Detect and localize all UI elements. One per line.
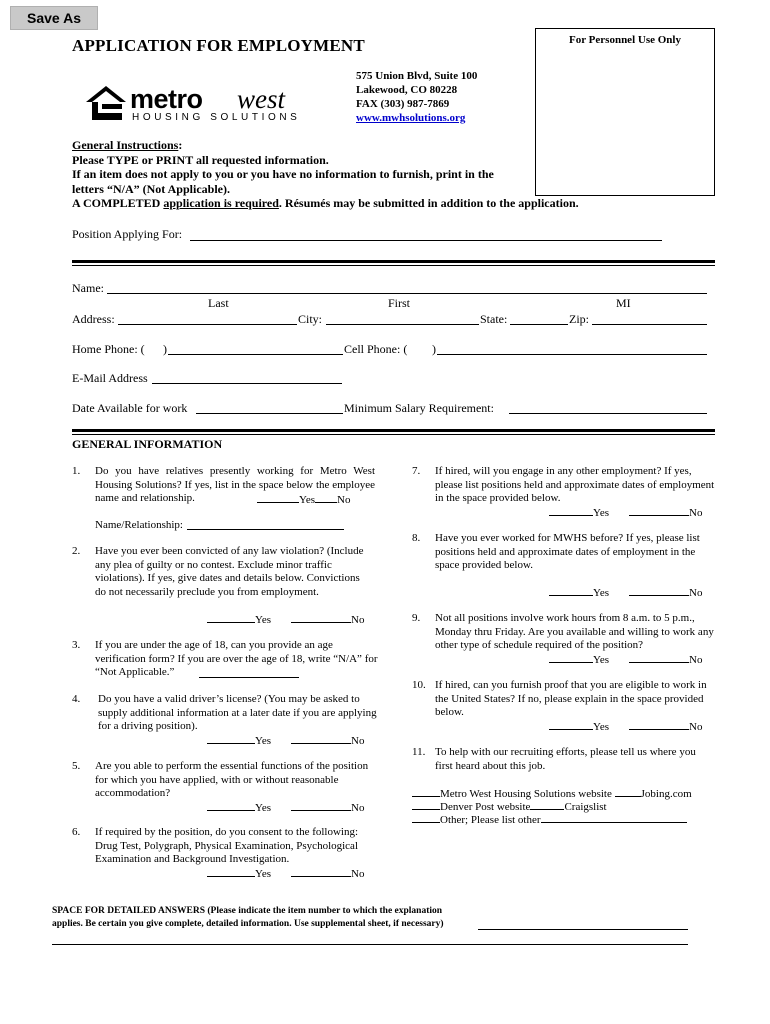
recruiting-option-row — [412, 812, 687, 826]
zip-field[interactable] — [592, 324, 707, 325]
question-number: 11. — [412, 746, 426, 758]
no-label: No — [689, 721, 703, 733]
no-label: No — [689, 507, 703, 519]
state-field[interactable] — [510, 324, 568, 325]
detailed-answer-field[interactable] — [478, 929, 688, 930]
cell-phone-paren: ) — [432, 342, 436, 356]
yes-blank[interactable] — [549, 585, 593, 596]
option-jobing: Jobing.com — [640, 788, 692, 800]
question-5-answer — [207, 800, 364, 814]
section-divider — [72, 429, 715, 432]
instruction-text: . Résumés may be submitted in addition to the application. — [278, 196, 579, 210]
yes-label: Yes — [255, 735, 272, 747]
no-blank[interactable] — [291, 800, 351, 811]
instructions-heading: General Instructions — [72, 138, 179, 152]
question-11-text: To help with our recruiting efforts, please tell us where you first heard about this job. — [435, 746, 696, 772]
option-other: Other; Please list other — [440, 814, 541, 826]
general-instructions: General Instructions: Please TYPE or PRINT all requested information. If an item does not apply to you or you have no information to furnish, print in the letters “N/A” (Not Applicable). A COMPLETED application is required. Résumés may be submitted in addition to the application. — [72, 138, 632, 211]
yes-label: Yes — [593, 721, 610, 733]
yes-label: Yes — [255, 802, 272, 814]
no-blank[interactable] — [629, 505, 689, 516]
option-blank[interactable] — [615, 786, 641, 797]
address-label: Address: — [72, 312, 115, 326]
name-relationship-label: Name/Relationship: — [95, 519, 183, 531]
position-label: Position Applying For: — [72, 227, 183, 241]
question-2-answer — [207, 612, 364, 626]
website-link[interactable]: www.mwhsolutions.org — [356, 112, 466, 124]
no-blank[interactable] — [629, 719, 689, 730]
question-number: 2. — [72, 545, 81, 557]
no-label: No — [351, 614, 365, 626]
instruction-line — [72, 196, 632, 211]
section-divider — [72, 434, 715, 435]
general-info-heading: GENERAL INFORMATION — [72, 437, 223, 451]
question-4-text: Do you have a valid driver’s license? (You may be asked to supply additional information at a later date if you are applying for a driving position). — [98, 693, 377, 732]
instruction-text-underlined: application is required — [163, 196, 279, 210]
logo-west-text: west — [237, 84, 286, 114]
yes-blank[interactable] — [549, 505, 593, 516]
no-blank[interactable] — [629, 652, 689, 663]
home-phone-field[interactable] — [168, 354, 343, 355]
yes-blank[interactable] — [257, 492, 299, 503]
email-label: E-Mail Address — [72, 371, 148, 385]
yes-blank[interactable] — [207, 866, 255, 877]
recruiting-option-row — [412, 786, 692, 800]
no-label: No — [351, 868, 365, 880]
date-available-field[interactable] — [196, 413, 343, 414]
no-label: No — [689, 654, 703, 666]
company-logo — [84, 82, 304, 126]
min-salary-label: Minimum Salary Requirement: — [344, 401, 494, 415]
question-number: 5. — [72, 760, 81, 772]
question-9-text: Not all positions involve work hours from 8 a.m. to 5 p.m., Monday thru Friday. Are you available and willing to work any other type of schedule required of the position? — [435, 612, 714, 651]
option-blank[interactable] — [412, 786, 440, 797]
min-salary-field[interactable] — [509, 413, 707, 414]
address-field[interactable] — [118, 324, 297, 325]
option-blank[interactable] — [412, 799, 440, 810]
last-name-caption: Last — [208, 296, 229, 310]
no-blank[interactable] — [291, 733, 351, 744]
question-1-text: Do you have relatives presently working for Metro West Housing Solutions? If yes, list in the space below the employee name and relationship. — [95, 465, 375, 504]
home-phone-paren: ) — [163, 342, 167, 356]
question-number: 7. — [412, 465, 421, 477]
state-label: State: — [480, 312, 508, 326]
no-blank[interactable] — [629, 585, 689, 596]
no-blank[interactable] — [291, 612, 351, 623]
logo-metro-text: metro — [130, 84, 203, 114]
question-2-text: Have you ever been convicted of any law violation? (Include any plea of guilty or no contest. Exclude minor traffic violations). If yes, give dates and details below. Convictions do not necessarily preclude you from employment. — [95, 545, 364, 598]
question-10-text: If hired, can you furnish proof that you are eligible to work in the United States? If no, please explain in the space provided below. — [435, 679, 707, 718]
yes-label: Yes — [255, 868, 272, 880]
name-label: Name: — [72, 281, 104, 295]
yes-blank[interactable] — [207, 733, 255, 744]
question-8-text: Have you ever worked for MWHS before? If yes, please list positions held and approximate dates of employment in the space provided below. — [435, 532, 700, 571]
question-4-answer — [207, 733, 364, 747]
page-title: APPLICATION FOR EMPLOYMENT — [72, 36, 365, 55]
section-divider — [72, 260, 715, 263]
no-blank[interactable] — [291, 866, 351, 877]
other-field[interactable] — [541, 812, 687, 823]
option-website: Metro West Housing Solutions website — [440, 788, 612, 800]
date-available-label: Date Available for work — [72, 401, 188, 415]
yes-label: Yes — [593, 587, 610, 599]
city-field[interactable] — [326, 324, 479, 325]
question-10-answer — [549, 719, 702, 733]
no-label: No — [337, 494, 351, 506]
instruction-line: Please TYPE or PRINT all requested information. — [72, 152, 329, 167]
yes-blank[interactable] — [207, 800, 255, 811]
question-number: 8. — [412, 532, 421, 544]
option-blank[interactable] — [412, 812, 440, 823]
address-line-1: 575 Union Blvd, Suite 100 — [356, 70, 478, 82]
question-number: 9. — [412, 612, 421, 624]
yes-blank[interactable] — [549, 652, 593, 663]
first-name-caption: First — [388, 296, 411, 310]
yes-blank[interactable] — [549, 719, 593, 730]
no-label: No — [351, 802, 365, 814]
name-field[interactable] — [107, 293, 707, 294]
middle-initial-caption: MI — [616, 296, 631, 310]
question-number: 10. — [412, 679, 426, 691]
detailed-answer-field[interactable] — [52, 944, 688, 945]
question-7-text: If hired, will you engage in any other employment? If yes, please list positions held and approximate dates of employment in the space provided below. — [435, 465, 715, 504]
detailed-answers-heading: SPACE FOR DETAILED ANSWERS (Please indicate the item number to which the explanation — [52, 906, 443, 916]
question-5-text: Are you able to perform the essential functions of the position for which you have applied, with or without reasonable accommodation? — [95, 760, 369, 799]
position-field[interactable] — [190, 240, 662, 241]
personnel-use-label: For Personnel Use Only — [569, 34, 681, 46]
question-1-answer — [257, 492, 350, 506]
detailed-answers-instructions: applies. Be certain you give complete, detailed information. Use supplemental sheet, if necessary) — [52, 919, 444, 929]
yes-label: Yes — [255, 614, 272, 626]
home-phone-label: Home Phone: ( — [72, 342, 145, 356]
logo-subtitle: HOUSING SOLUTIONS — [132, 112, 301, 123]
save-as-button[interactable]: Save As — [10, 6, 98, 30]
city-label: City: — [298, 312, 323, 326]
question-3-text: If you are under the age of 18, can you provide an age verification form? If you are over the age of 18, write “N/A” for “Not Applicable.” — [95, 639, 378, 678]
name-relationship-field[interactable] — [187, 529, 344, 530]
instruction-text: A COMPLETED — [72, 196, 164, 210]
question-7-answer — [549, 505, 702, 519]
question-8-answer — [549, 585, 702, 599]
address-line-2: Lakewood, CO 80228 — [356, 84, 458, 96]
no-label: No — [351, 735, 365, 747]
yes-label: Yes — [299, 494, 316, 506]
question-6-text: If required by the position, do you consent to the following: Drug Test, Polygraph, Physical Examination, Psychological Examination and Background Investigation. — [95, 826, 359, 865]
question-9-answer — [549, 652, 702, 666]
question-number: 1. — [72, 465, 81, 477]
company-address — [356, 69, 477, 125]
cell-phone-field[interactable] — [437, 354, 707, 355]
no-blank[interactable] — [315, 492, 337, 503]
option-blank[interactable] — [530, 799, 564, 810]
question-3-field[interactable] — [199, 677, 299, 678]
instruction-line: If an item does not apply to you or you have no information to furnish, print in the — [72, 167, 494, 181]
fax-number: FAX (303) 987-7869 — [356, 98, 450, 110]
instruction-line: letters “N/A” (Not Applicable). — [72, 181, 230, 196]
cell-phone-label: Cell Phone: ( — [344, 342, 408, 356]
yes-blank[interactable] — [207, 612, 255, 623]
yes-label: Yes — [593, 654, 610, 666]
option-craigslist: Craigslist — [564, 801, 607, 813]
zip-label: Zip: — [569, 312, 589, 326]
email-field[interactable] — [152, 383, 342, 384]
no-label: No — [689, 587, 703, 599]
question-number: 3. — [72, 639, 81, 651]
question-number: 6. — [72, 826, 81, 838]
yes-label: Yes — [593, 507, 610, 519]
question-6-answer — [207, 866, 364, 880]
option-denver-post: Denver Post website — [440, 801, 531, 813]
recruiting-option-row — [412, 799, 607, 813]
section-divider — [72, 265, 715, 266]
question-number: 4. — [72, 693, 81, 705]
